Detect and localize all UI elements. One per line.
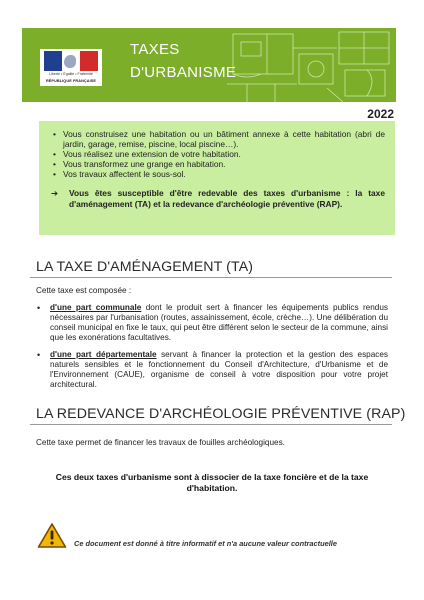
intro-conclusion-text: Vous êtes susceptible d'être redevable des taxes d'urbanisme : la taxe d'aménagement (TA) et la redevance d'archéologie préventive (RAP). [69,187,385,209]
bullet-dot: • [37,303,41,313]
ta-item-departementale [36,350,388,390]
section-divider [30,424,392,425]
intro-box [39,121,395,235]
ta-item-lead: d'une part communale [50,303,142,312]
marianne-flag-icon [44,51,98,71]
ta-item-communale [36,303,388,343]
document-year: 2022 [367,107,394,121]
republique-francaise-logo [40,49,102,86]
dissociation-notice: Ces deux taxes d'urbanisme sont à dissocier de la taxe foncière et de la taxe d'habitation. [55,472,369,493]
intro-bullet: • Vous construisez une habitation ou un bâtiment annexe à cette habitation (abri de jardin, garage, remise, piscine, local piscine…). [51,130,385,150]
intro-bullet: • Vous réalisez une extension de votre habitation. [51,150,385,160]
intro-bullet-list [51,130,385,180]
ta-item-text: servant à financer la protection et la gestion des espaces naturels sensibles et le fonctionnement du Conseil d'Architecture, d'Urbanisme et de l'Environnement (CAUE), organisme de conseil à votre disposition pour votre projet architectural. [50,350,389,389]
ta-item-lead: d'une part départementale [50,350,157,359]
architectural-plan-illustration [227,28,396,102]
section-title-rap: LA REDEVANCE D'ARCHÉOLOGIE PRÉVENTIVE (RAP) [36,406,406,422]
rap-text: Cette taxe permet de financer les travaux de fouilles archéologiques. [36,438,285,447]
logo-republic: RÉPUBLIQUE FRANÇAISE [45,79,97,83]
bullet-dot: • [37,350,41,360]
header-banner [22,28,396,102]
intro-conclusion [51,188,385,210]
logo-motto: Liberté • Égalité • Fraternité [49,72,93,76]
section-divider [30,277,392,278]
intro-bullet: • Vos travaux affectent le sous-sol. [51,170,385,180]
ta-intro-text: Cette taxe est composée : [36,286,132,295]
title-line-2: D'URBANISME [130,64,237,81]
warning-triangle-icon [37,522,67,549]
ta-item-text: dont le produit sert à financer les équipements publics rendus nécessaires par l'urbanisation (routes, assainissement, école, crèche…). Une délibération du conseil municipal en fixe le taux, qui peut être différent selon le secteur de la commune, ainsi que les exonérations facultatives. [50,303,388,342]
section-title-ta: LA TAXE D'AMÉNAGEMENT (TA) [36,259,254,275]
disclaimer-text: Ce document est donné à titre informatif et n'a aucune valeur contractuelle [74,539,337,548]
right-arrow-icon: ➔ [51,187,59,198]
title-line-1: TAXES [130,41,180,58]
intro-bullet: • Vous transformez une grange en habitation. [51,160,385,170]
